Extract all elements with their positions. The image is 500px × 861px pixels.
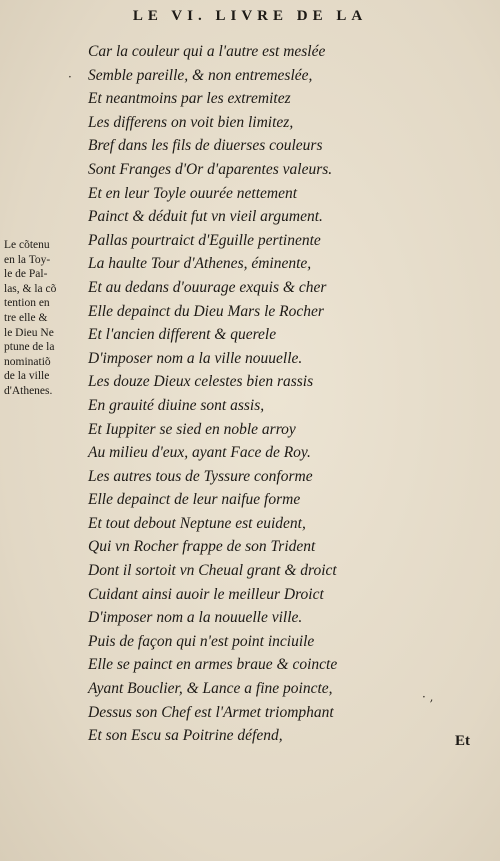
verse-line: Semble pareille, & non entremeslée, xyxy=(88,66,313,84)
ink-dot: · , xyxy=(422,690,434,704)
verse-line: Dessus son Chef est l'Armet triomphant xyxy=(88,703,334,721)
verse-line: Et neantmoins par les extremitez xyxy=(88,90,291,108)
margin-note-line: de la ville xyxy=(4,370,50,383)
verse-line: Qui vn Rocher frappe de son Trident xyxy=(88,538,316,556)
verse-line: Painct & déduit fut vn vieil argument. xyxy=(88,208,323,226)
verse-line: Ayant Bouclier, & Lance a fine poincte, xyxy=(88,680,333,698)
verse-line: Et l'ancien different & querele xyxy=(88,326,277,344)
verse-line: Sont Franges d'Or d'aparentes valeurs. xyxy=(88,160,333,178)
verse-line: Et son Escu sa Poitrine défend, xyxy=(88,727,283,745)
verse-line: Et en leur Toyle ouurée nettement xyxy=(88,184,298,202)
verse-line: La haulte Tour d'Athenes, éminente, xyxy=(88,255,312,273)
verse-line: Bref dans les fils de diuerses couleurs xyxy=(88,137,323,155)
verse-line: Elle se painct en armes braue & coincte xyxy=(88,656,338,674)
margin-note-line: ptune de la xyxy=(4,341,55,354)
verse-line: Et au dedans d'ouurage exquis & cher xyxy=(88,278,327,296)
verse-line: Les differens on voit bien limitez, xyxy=(88,113,294,131)
margin-note-line: las, & la cõ xyxy=(4,282,57,295)
verse-line: D'imposer nom a la nouuelle ville. xyxy=(88,609,303,627)
margin-note-line: le Dieu Ne xyxy=(4,326,54,339)
verse-line: Les douze Dieux celestes bien rassis xyxy=(88,373,314,391)
verse-text xyxy=(88,40,488,748)
catchword: Et xyxy=(455,733,470,749)
verse-line: Puis de façon qui n'est point inciuile xyxy=(88,632,315,650)
verse-line: Les autres tous de Tyssure conforme xyxy=(88,467,313,485)
margin-note-line: le de Pal- xyxy=(4,268,48,281)
margin-note-line: tention en xyxy=(4,297,50,310)
margin-note-line: d'Athenes. xyxy=(4,384,53,397)
margin-note-line: nominatiõ xyxy=(4,355,51,368)
margin-note-line: Le cõtenu xyxy=(4,239,50,251)
verse-line: Cuidant ainsi auoir le meilleur Droict xyxy=(88,585,324,603)
verse-line: Elle depainct de leur naifue forme xyxy=(88,491,301,509)
verse-line: Dont il sortoit vn Cheual grant & droict xyxy=(88,562,337,580)
verse-line: Au milieu d'eux, ayant Face de Roy. xyxy=(88,444,311,462)
margin-note xyxy=(4,238,94,399)
verse-line: Et Iuppiter se sied en noble arroy xyxy=(88,420,296,438)
margin-note-line: en la Toy- xyxy=(4,253,51,266)
verse-line: Elle depainct du Dieu Mars le Rocher xyxy=(88,302,324,320)
ink-dot: · xyxy=(68,70,72,84)
verse-line: Car la couleur qui a l'autre est meslée xyxy=(88,43,326,60)
verse-line: En grauité diuine sont assis, xyxy=(88,396,265,414)
verse-line: Et tout debout Neptune est euident, xyxy=(88,514,306,532)
running-head: LE VI. LIVRE DE LA xyxy=(132,8,368,24)
verse-line: Pallas pourtraict d'Eguille pertinente xyxy=(88,231,321,249)
verse-line: D'imposer nom a la ville nouuelle. xyxy=(88,349,303,367)
margin-note-line: tre elle & xyxy=(4,311,48,324)
